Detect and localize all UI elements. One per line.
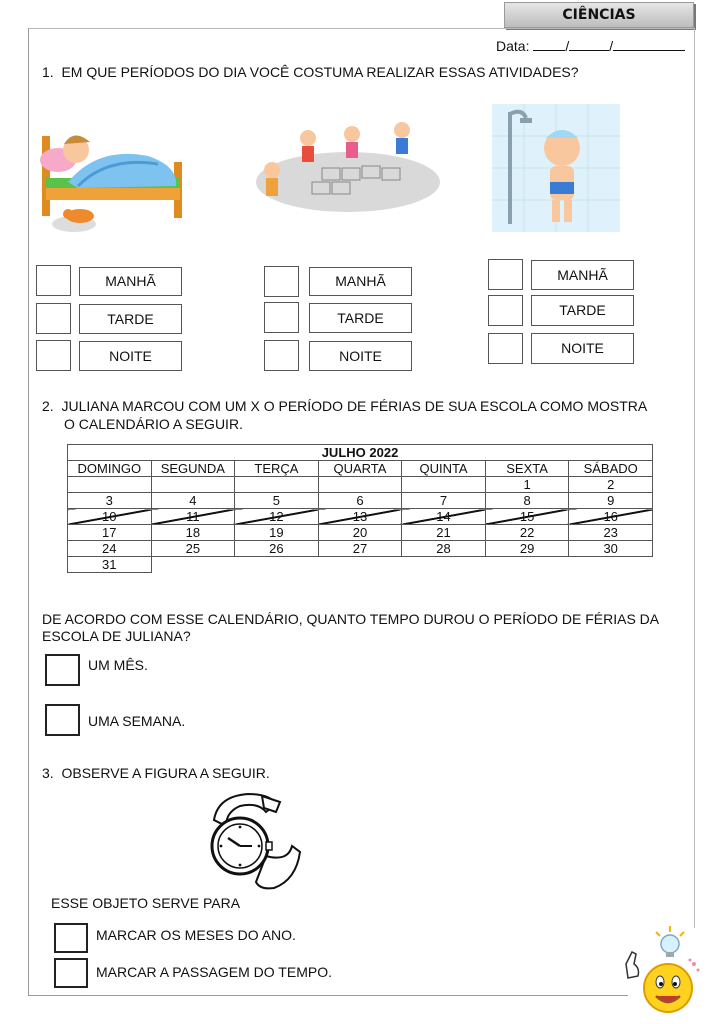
- calendar-day-cell: [402, 477, 486, 493]
- calendar-day-cell: 20: [318, 525, 402, 541]
- calendar-day-cell: 29: [485, 541, 569, 557]
- q1-img2-tarde-checkbox[interactable]: [264, 302, 299, 333]
- lightbulb-smiley-icon: [618, 924, 702, 1018]
- calendar-day-crossed: 16: [569, 509, 653, 525]
- q1-img2-tarde-label: TARDE: [309, 303, 412, 333]
- wristwatch-image: [204, 790, 304, 890]
- q2-uma-semana-label: UMA SEMANA.: [88, 713, 186, 729]
- q1-img2-manha-label: MANHÃ: [309, 267, 412, 296]
- weekday-header: QUARTA: [318, 461, 402, 477]
- q1-img3-manha-label: MANHÃ: [531, 260, 634, 290]
- q1-img2-noite-checkbox[interactable]: [264, 340, 299, 371]
- calendar-day-cell: 17: [68, 525, 152, 541]
- q2-text-line2: O CALENDÁRIO A SEGUIR.: [64, 416, 243, 432]
- calendar-day-cell: [151, 477, 235, 493]
- calendar-day-cell: [318, 477, 402, 493]
- date-line: Data: / /: [496, 36, 685, 54]
- q3-tempo-checkbox[interactable]: [54, 958, 88, 988]
- q2-um-mes-label: UM MÊS.: [88, 657, 148, 673]
- calendar-day-cell: 7: [402, 493, 486, 509]
- q1-number: 1.: [42, 64, 54, 80]
- calendar-week-row: [68, 557, 653, 573]
- calendar-week-row: [68, 477, 653, 493]
- calendar-day-cell: 24: [68, 541, 152, 557]
- q1-img2-noite-label: NOITE: [309, 341, 412, 371]
- q1-img3-tarde-checkbox[interactable]: [488, 295, 523, 326]
- calendar-day-cell: 2: [569, 477, 653, 493]
- calendar-day-crossed: 15: [485, 509, 569, 525]
- q1-img1-tarde-checkbox[interactable]: [36, 303, 71, 334]
- calendar-day-crossed: 12: [235, 509, 319, 525]
- q1-img3-noite-checkbox[interactable]: [488, 333, 523, 364]
- calendar-day-cell: 31: [68, 557, 152, 573]
- q2-number: 2.: [42, 398, 54, 414]
- calendar-day-cell: [235, 477, 319, 493]
- calendar-day-cell: 18: [151, 525, 235, 541]
- calendar-day-crossed: 10: [68, 509, 152, 525]
- q3-meses-checkbox[interactable]: [54, 923, 88, 953]
- calendar-week-row: [68, 541, 653, 557]
- calendar-day-cell: 5: [235, 493, 319, 509]
- calendar-week-row: [68, 525, 653, 541]
- calendar-day-cell: 23: [569, 525, 653, 541]
- calendar-day-cell: 25: [151, 541, 235, 557]
- q3-number: 3.: [42, 765, 54, 781]
- calendar-day-cell: 26: [235, 541, 319, 557]
- q1-img1-tarde-label: TARDE: [79, 304, 182, 334]
- q3-heading: [42, 764, 270, 782]
- q1-img1-noite-checkbox[interactable]: [36, 340, 71, 371]
- q1-img1-manha-label: MANHÃ: [79, 267, 182, 296]
- page-frame-bottom: [28, 995, 628, 996]
- q3-prompt: ESSE OBJETO SERVE PARA: [51, 895, 241, 911]
- weekday-header: QUINTA: [402, 461, 486, 477]
- q2-uma-semana-checkbox[interactable]: [45, 704, 80, 736]
- page-frame-top: [28, 28, 694, 29]
- calendar-day-cell: 4: [151, 493, 235, 509]
- q1-text: EM QUE PERÍODOS DO DIA VOCÊ COSTUMA REALIZAR ESSAS ATIVIDADES?: [61, 64, 579, 80]
- subject-title: CIÊNCIAS: [504, 2, 694, 28]
- calendar-day-cell: 6: [318, 493, 402, 509]
- calendar-day-crossed: 14: [402, 509, 486, 525]
- calendar-day-cell: 21: [402, 525, 486, 541]
- date-label: Data:: [496, 38, 530, 54]
- hopscotch-children-image: [252, 118, 442, 218]
- calendar-weekday-row: [68, 461, 653, 477]
- calendar-table: [67, 444, 653, 573]
- date-year-field[interactable]: [613, 36, 685, 51]
- calendar-day-cell: 22: [485, 525, 569, 541]
- q1-img2-manha-checkbox[interactable]: [264, 266, 299, 297]
- calendar-day-cell: 8: [485, 493, 569, 509]
- page-frame-right: [694, 28, 695, 928]
- q2-text-line1: JULIANA MARCOU COM UM X O PERÍODO DE FÉRIAS DE SUA ESCOLA COMO MOSTRA: [61, 398, 648, 414]
- q2-heading-line1: [42, 397, 647, 415]
- q3-text: OBSERVE A FIGURA A SEGUIR.: [61, 765, 270, 781]
- calendar-day-cell: 9: [569, 493, 653, 509]
- calendar-day-cell: 30: [569, 541, 653, 557]
- weekday-header: DOMINGO: [68, 461, 152, 477]
- calendar-week-row: [68, 493, 653, 509]
- calendar-day-cell: 27: [318, 541, 402, 557]
- calendar-day-cell: 19: [235, 525, 319, 541]
- q2-question-line1: DE ACORDO COM ESSE CALENDÁRIO, QUANTO TEMPO DUROU O PERÍODO DE FÉRIAS DA: [42, 611, 660, 627]
- sleeping-child-image: [38, 116, 188, 246]
- calendar-day-cell: 3: [68, 493, 152, 509]
- q3-meses-label: MARCAR OS MESES DO ANO.: [96, 927, 296, 943]
- shower-child-image: [492, 104, 620, 232]
- calendar-vacation-week-row: [68, 509, 653, 525]
- q2-question-line2: ESCOLA DE JULIANA?: [42, 628, 191, 644]
- date-day-field[interactable]: [533, 36, 565, 51]
- calendar-day-cell: 1: [485, 477, 569, 493]
- calendar-day-cell: 28: [402, 541, 486, 557]
- q2-um-mes-checkbox[interactable]: [45, 654, 80, 686]
- calendar-day-cell: [68, 477, 152, 493]
- q1-img3-tarde-label: TARDE: [531, 295, 634, 326]
- q3-tempo-label: MARCAR A PASSAGEM DO TEMPO.: [96, 964, 332, 980]
- weekday-header: SÁBADO: [569, 461, 653, 477]
- q1-img3-noite-label: NOITE: [531, 333, 634, 364]
- calendar-empty-area: [151, 557, 652, 573]
- date-month-field[interactable]: [569, 36, 609, 51]
- weekday-header: SEGUNDA: [151, 461, 235, 477]
- page-frame-left: [28, 28, 29, 996]
- q1-heading: [42, 63, 579, 81]
- calendar-title: JULHO 2022: [68, 445, 653, 461]
- calendar-day-crossed: 11: [151, 509, 235, 525]
- q1-img3-manha-checkbox[interactable]: [488, 259, 523, 290]
- q1-img1-noite-label: NOITE: [79, 341, 182, 371]
- q1-img1-manha-checkbox[interactable]: [36, 265, 71, 296]
- weekday-header: TERÇA: [235, 461, 319, 477]
- weekday-header: SEXTA: [485, 461, 569, 477]
- calendar-day-crossed: 13: [318, 509, 402, 525]
